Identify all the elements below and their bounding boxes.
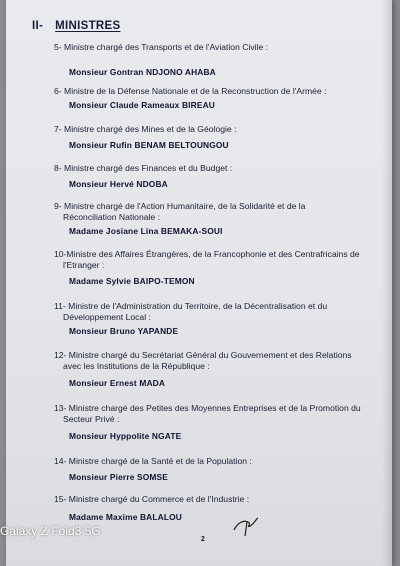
minister-name: Monsieur Hervé NDOBA <box>69 179 168 189</box>
minister-name: Monsieur Claude Rameaux BIREAU <box>69 100 215 110</box>
minister-title-line: l'Etranger : <box>63 260 105 270</box>
section-number: II- <box>32 20 44 32</box>
page-edge-shadow <box>382 0 392 566</box>
minister-name: Madame Josiane Lina BEMAKA-SOUI <box>69 226 223 236</box>
minister-title-line: 13- Ministre chargé des Petites des Moyennes Entreprises et de la Promotion du <box>54 403 361 413</box>
minister-name: Monsieur Ernest MADA <box>69 378 166 388</box>
signature-mark <box>232 516 260 538</box>
camera-watermark: Galaxy Z Fold3 5G <box>0 524 101 538</box>
minister-title-line: 15- Ministre chargé du Commerce et de l'Industrie : <box>54 494 250 504</box>
minister-name: Monsieur Rufin BENAM BELTOUNGOU <box>69 140 229 150</box>
minister-title-line: Secteur Privé : <box>63 414 120 424</box>
minister-title-line: Développement Local : <box>63 312 151 322</box>
minister-name: Madame Maxime BALALOU <box>69 512 182 522</box>
minister-title-line: 11- Ministre de l'Administration du Territoire, de la Décentralisation et du <box>54 301 328 311</box>
section-heading <box>32 20 120 32</box>
minister-name: Madame Sylvie BAIPO-TEMON <box>69 276 195 286</box>
minister-name: Monsieur Pierre SOMSE <box>69 472 169 482</box>
minister-title-line: 6- Ministre de la Défense Nationale et de la Reconstruction de l'Armée : <box>54 86 327 96</box>
minister-title-line: 9- Ministre chargé de l'Action Humanitaire, de la Solidarité et de la <box>54 201 306 211</box>
minister-name: Monsieur Hyppolite NGATE <box>69 431 182 441</box>
minister-title-line: 12- Ministre chargé du Secrétariat Général du Gouvernement et des Relations <box>54 350 352 360</box>
minister-name: Monsieur Bruno YAPANDE <box>69 326 179 336</box>
minister-title-line: 7- Ministre chargé des Mines et de la Géologie : <box>54 124 237 134</box>
document-page <box>6 0 392 566</box>
minister-title-line: avec les Institutions de la République : <box>63 361 210 371</box>
minister-title-line: 8- Ministre chargé des Finances et du Budget : <box>54 163 233 173</box>
minister-title-line: 14- Ministre chargé de la Santé et de la Population : <box>54 456 252 466</box>
minister-title-line: 5- Ministre chargé des Transports et de l'Aviation Civile : <box>54 42 269 52</box>
minister-name: Monsieur Gontran NDJONO AHABA <box>69 67 216 77</box>
minister-title-line: Réconciliation Nationale : <box>63 212 160 222</box>
page-number: 2 <box>201 536 205 543</box>
minister-title-line: 10-Ministre des Affaires Étrangères, de la Francophonie et des Centrafricains de <box>54 249 360 259</box>
section-title: MINISTRES <box>55 20 121 32</box>
